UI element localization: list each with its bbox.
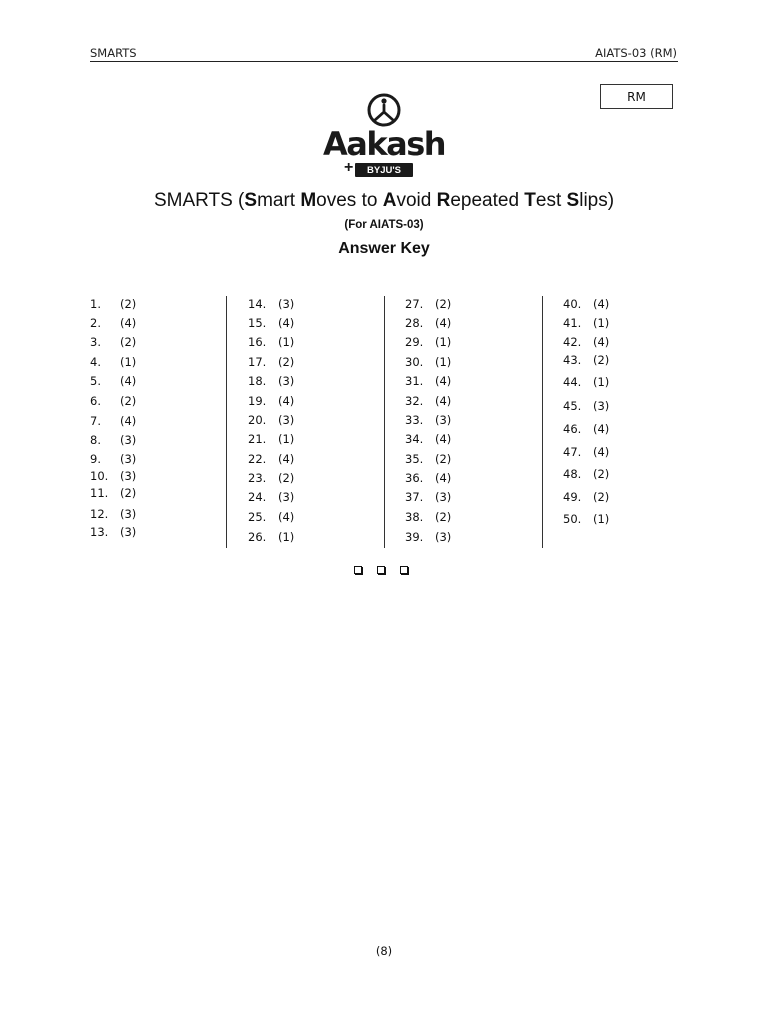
answer-row	[405, 529, 451, 545]
question-number: 15.	[248, 316, 267, 330]
answer-row	[248, 509, 294, 525]
title-segment: A	[382, 190, 397, 211]
logo-plus: +	[344, 159, 354, 176]
question-number: 20.	[248, 413, 267, 427]
answer-row	[405, 393, 451, 409]
answer-option: (4)	[593, 297, 610, 311]
title-segment: S	[566, 190, 580, 211]
answer-row	[90, 524, 136, 540]
question-number: 11.	[90, 486, 109, 500]
paper-code-box: RM	[600, 84, 673, 109]
question-number: 50.	[563, 512, 582, 526]
answer-row	[248, 431, 294, 447]
answer-option: (2)	[435, 452, 452, 466]
answer-row	[90, 451, 136, 467]
answer-row	[90, 485, 136, 501]
question-number: 3.	[90, 335, 101, 349]
question-number: 17.	[248, 355, 267, 369]
document-subtitle: (For AIATS-03)	[344, 219, 424, 231]
answer-option: (1)	[593, 316, 610, 330]
answer-row	[563, 421, 609, 437]
answer-option: (3)	[120, 452, 137, 466]
header-rule	[90, 61, 678, 62]
title-segment: void	[396, 190, 437, 211]
answer-option: (1)	[278, 335, 295, 349]
answer-option: (1)	[435, 335, 452, 349]
question-number: 30.	[405, 355, 424, 369]
answer-row	[563, 444, 609, 460]
answer-option: (3)	[120, 433, 137, 447]
answer-row	[90, 315, 136, 331]
question-number: 19.	[248, 394, 267, 408]
answer-option: (2)	[435, 297, 452, 311]
answer-row	[90, 334, 136, 350]
question-number: 35.	[405, 452, 424, 466]
question-number: 23.	[248, 471, 267, 485]
answer-row	[405, 315, 451, 331]
answer-row	[90, 354, 136, 370]
answer-row	[563, 334, 609, 350]
answer-option: (4)	[120, 374, 137, 388]
title-segment: S	[244, 190, 258, 211]
answer-option: (3)	[435, 413, 452, 427]
title-segment: lips)	[579, 190, 615, 211]
question-number: 2.	[90, 316, 101, 330]
column-divider	[226, 296, 227, 548]
answer-row	[563, 296, 609, 312]
answer-option: (3)	[593, 399, 610, 413]
question-number: 16.	[248, 335, 267, 349]
answer-option: (4)	[278, 510, 295, 524]
answer-option: (4)	[435, 316, 452, 330]
document-title	[0, 190, 768, 212]
answer-row	[405, 412, 451, 428]
answer-option: (4)	[278, 316, 295, 330]
answer-option: (1)	[278, 432, 295, 446]
answer-option: (3)	[278, 413, 295, 427]
title-segment: M	[300, 190, 317, 211]
answer-option: (2)	[593, 353, 610, 367]
question-number: 48.	[563, 467, 582, 481]
answer-option: (3)	[120, 507, 137, 521]
question-number: 24.	[248, 490, 267, 504]
question-number: 36.	[405, 471, 424, 485]
answer-option: (2)	[120, 486, 137, 500]
column-divider	[384, 296, 385, 548]
answer-row	[405, 509, 451, 525]
header-right: AIATS-03 (RM)	[595, 46, 677, 60]
answer-option: (1)	[593, 512, 610, 526]
answer-row	[405, 296, 451, 312]
question-number: 29.	[405, 335, 424, 349]
answer-row	[90, 468, 136, 484]
answer-row	[563, 398, 609, 414]
question-number: 44.	[563, 375, 582, 389]
answer-row	[90, 413, 136, 429]
answer-option: (4)	[593, 335, 610, 349]
answer-option: (4)	[435, 374, 452, 388]
question-number: 5.	[90, 374, 101, 388]
answer-row	[405, 470, 451, 486]
answer-option: (2)	[278, 471, 295, 485]
question-number: 25.	[248, 510, 267, 524]
question-number: 8.	[90, 433, 101, 447]
answer-row	[248, 334, 294, 350]
question-number: 1.	[90, 297, 101, 311]
answer-option: (1)	[435, 355, 452, 369]
answer-row	[248, 296, 294, 312]
answer-option: (1)	[593, 375, 610, 389]
answer-row	[405, 373, 451, 389]
question-number: 34.	[405, 432, 424, 446]
title-segment: R	[436, 190, 451, 211]
answer-option: (4)	[278, 394, 295, 408]
question-number: 26.	[248, 530, 267, 544]
title-segment: T	[524, 190, 536, 211]
answer-option: (2)	[120, 297, 137, 311]
question-number: 47.	[563, 445, 582, 459]
question-number: 40.	[563, 297, 582, 311]
question-number: 32.	[405, 394, 424, 408]
answer-row	[405, 431, 451, 447]
question-number: 18.	[248, 374, 267, 388]
answer-option: (2)	[278, 355, 295, 369]
answer-key-heading: Answer Key	[338, 240, 430, 257]
answer-option: (3)	[278, 490, 295, 504]
square-bullet-icon	[377, 566, 385, 574]
answer-row	[90, 432, 136, 448]
answer-option: (4)	[593, 445, 610, 459]
answer-row	[405, 451, 451, 467]
question-number: 42.	[563, 335, 582, 349]
question-number: 4.	[90, 355, 101, 369]
answer-row	[405, 354, 451, 370]
square-bullet-icon	[400, 566, 408, 574]
answer-option: (4)	[120, 414, 137, 428]
answer-row	[248, 354, 294, 370]
answer-row	[248, 529, 294, 545]
answer-option: (4)	[278, 452, 295, 466]
answer-row	[90, 506, 136, 522]
title-segment: est	[535, 190, 567, 211]
answer-row	[563, 466, 609, 482]
column-divider	[542, 296, 543, 548]
question-number: 28.	[405, 316, 424, 330]
question-number: 9.	[90, 452, 101, 466]
answer-option: (4)	[435, 432, 452, 446]
answer-row	[405, 489, 451, 505]
answer-row	[248, 470, 294, 486]
answer-row	[563, 352, 609, 368]
aakash-logo	[322, 88, 446, 182]
page-number: (8)	[375, 944, 393, 958]
question-number: 14.	[248, 297, 267, 311]
answer-option: (4)	[435, 394, 452, 408]
question-number: 37.	[405, 490, 424, 504]
answer-option: (4)	[593, 422, 610, 436]
question-number: 33.	[405, 413, 424, 427]
answer-row	[90, 393, 136, 409]
answer-option: (2)	[435, 510, 452, 524]
question-number: 22.	[248, 452, 267, 466]
answer-option: (2)	[593, 467, 610, 481]
question-number: 49.	[563, 490, 582, 504]
answer-row	[563, 511, 609, 527]
answer-option: (2)	[120, 394, 137, 408]
question-number: 10.	[90, 469, 109, 483]
answer-row	[90, 296, 136, 312]
answer-option: (4)	[120, 316, 137, 330]
answer-option: (2)	[593, 490, 610, 504]
answer-option: (3)	[435, 530, 452, 544]
question-number: 12.	[90, 507, 109, 521]
question-number: 21.	[248, 432, 267, 446]
question-number: 41.	[563, 316, 582, 330]
title-segment: SMARTS (	[153, 190, 245, 211]
answer-option: (3)	[120, 525, 137, 539]
answer-row	[248, 412, 294, 428]
answer-row	[248, 393, 294, 409]
answer-row	[248, 451, 294, 467]
square-bullet-icon	[354, 566, 362, 574]
title-segment: epeated	[450, 190, 525, 211]
answer-row	[248, 489, 294, 505]
question-number: 46.	[563, 422, 582, 436]
byjus-badge: BYJU'S	[355, 163, 413, 177]
question-number: 31.	[405, 374, 424, 388]
answer-option: (3)	[278, 297, 295, 311]
question-number: 7.	[90, 414, 101, 428]
answer-row	[563, 315, 609, 331]
question-number: 13.	[90, 525, 109, 539]
header-left: SMARTS	[90, 46, 137, 60]
answer-row	[405, 334, 451, 350]
answer-row	[248, 373, 294, 389]
answer-option: (1)	[120, 355, 137, 369]
answer-row	[90, 373, 136, 389]
question-number: 27.	[405, 297, 424, 311]
question-number: 39.	[405, 530, 424, 544]
answer-option: (1)	[278, 530, 295, 544]
title-segment: oves to	[316, 190, 383, 211]
answer-option: (3)	[120, 469, 137, 483]
answer-option: (3)	[278, 374, 295, 388]
answer-row	[248, 315, 294, 331]
question-number: 6.	[90, 394, 101, 408]
end-markers	[354, 566, 408, 574]
question-number: 43.	[563, 353, 582, 367]
title-segment: mart	[257, 190, 301, 211]
answer-row	[563, 374, 609, 390]
question-number: 38.	[405, 510, 424, 524]
answer-option: (2)	[120, 335, 137, 349]
question-number: 45.	[563, 399, 582, 413]
answer-row	[563, 489, 609, 505]
answer-option: (4)	[435, 471, 452, 485]
answer-option: (3)	[435, 490, 452, 504]
logo-wordmark: Aakash	[322, 125, 446, 163]
